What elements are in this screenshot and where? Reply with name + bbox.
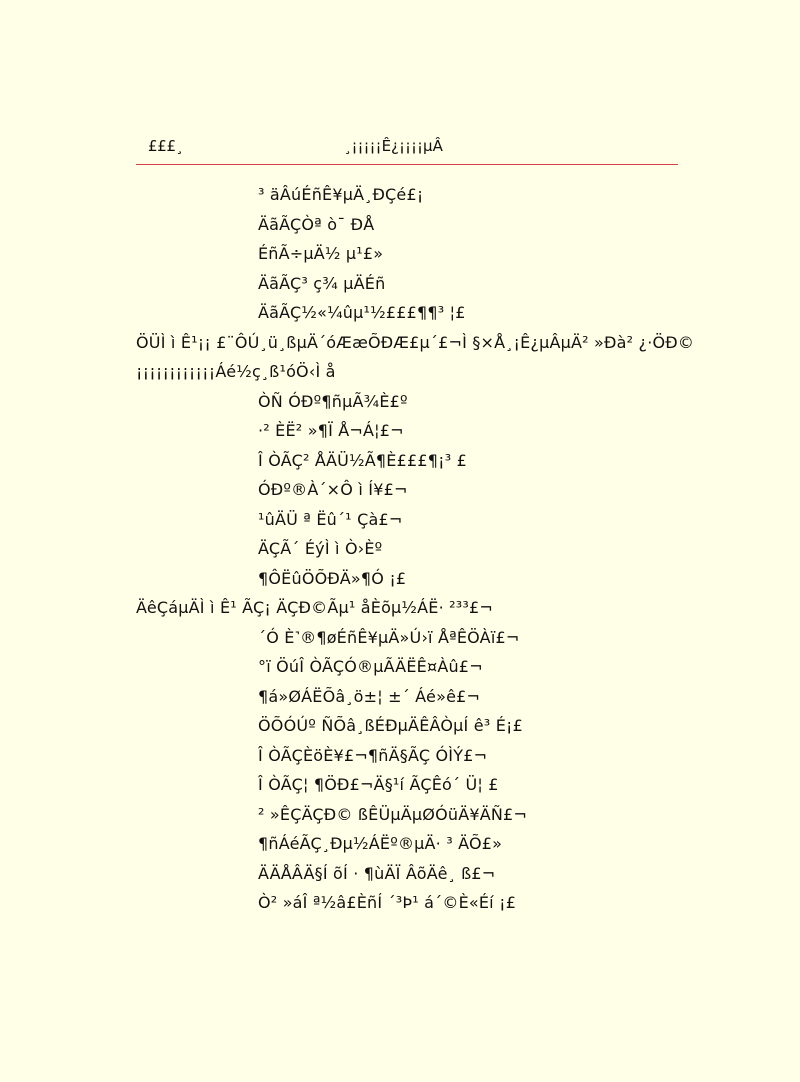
text-line: ÉñÃ÷µÄ½ µ¹£»	[258, 244, 384, 263]
page-header	[136, 137, 678, 165]
text-line: ÒÑ ÓÐº¶ñµÃ¾È£º	[258, 391, 408, 411]
text-line: ¶ñÁéÃÇ¸Ðµ½ÁËº®µÄ· ³ ÄÕ£»	[258, 834, 503, 853]
text-line: ÖÕÓÚº ÑÕâ¸ßÉÐµÄÊÂÒµÍ ê³ É¡£	[258, 716, 523, 735]
text-line: ÖÜÌ ì Ê¹¡¡ £¨ÔÚ¸ü¸ßµÄ´óÆæÕÐÆ£µ´£¬Ì §×Å¸¡Ê¿µÂµÄ² »Ðà² ¿·ÖÐ©	[136, 332, 695, 352]
text-line: Ò² »áÎ ª½â£ÈñÍ ´³Þ¹ á´©È«Éí ¡£	[258, 893, 517, 912]
text-line: Î ÒÃÇ¦ ¶ÖÐ£¬Ä§¹í ÃÇÊó´ Ü¦ £	[258, 775, 499, 794]
text-line: ·² ÈË² »¶Ï Å¬Á¦£¬	[258, 421, 404, 440]
text-line: ¶á»ØÁËÕâ¸ö±¦ ±´ Áé»ê£¬	[258, 686, 481, 706]
text-line: °ï ÖúÎ ÒÃÇÓ®µÃÄËÊ¤Àû£¬	[258, 657, 483, 676]
text-line: ÄêÇáµÄÌ ì Ê¹ ÃÇ¡ ÄÇÐ©Ãµ¹ åÈõµ½ÁË· ²³³£¬	[136, 598, 493, 617]
text-line: ´Ó È˺®¶øÉñÊ¥µÄ»Ú›ï ÅªÊÖÀï£¬	[258, 627, 520, 647]
text-line: Î ÒÃÇÈöÈ¥£¬¶ñÄ§ÃÇ ÓÌÝ£¬	[258, 745, 488, 765]
text-line: ÄãÃÇ³ ç¾ µÄÉñ	[258, 273, 386, 293]
text-line: ² »ÊÇÄÇÐ© ßÊÜµÄµØÓüÄ¥ÄÑ£¬	[258, 804, 528, 824]
header-left-text: £££¸	[148, 137, 183, 155]
text-line: ¡¡¡¡¡¡¡¡¡¡¡¡Áé½ç¸ß¹óÖ‹Ì å	[136, 362, 336, 381]
text-line: ÄÄÅÂÄ§Í õÍ · ¶ùÄÏ ÂõÄê¸ ß£¬	[258, 863, 496, 883]
text-line: Î ÒÃÇ² ÅÄÜ½Ã¶È£££¶¡³ £	[258, 450, 468, 470]
text-line: ÄãÃÇÒª ò¯ ÐÅ	[258, 214, 375, 234]
text-line: ³ äÂúÉñÊ¥µÄ¸ÐÇé£¡	[258, 185, 424, 204]
header-center-text: ¸¡¡¡¡¡Ê¿¡¡¡¡µÂ	[344, 137, 443, 155]
text-line: ¶ÔËûÖÕÐÄ»¶Ó ¡£	[258, 568, 407, 588]
text-line: ¹ûÄÜ ª Ëû´¹ Çà£¬	[258, 509, 403, 529]
text-line: ÄÇÃ´ ÉýÌ ì Ò›Èº	[258, 539, 383, 558]
text-line: ÓÐº®À´×Ô ì Í¥£¬	[258, 480, 408, 499]
header-divider	[136, 164, 678, 165]
text-line: ÄãÃÇ½«¼ûµ¹½£££¶¶³ ¦£	[258, 303, 466, 322]
